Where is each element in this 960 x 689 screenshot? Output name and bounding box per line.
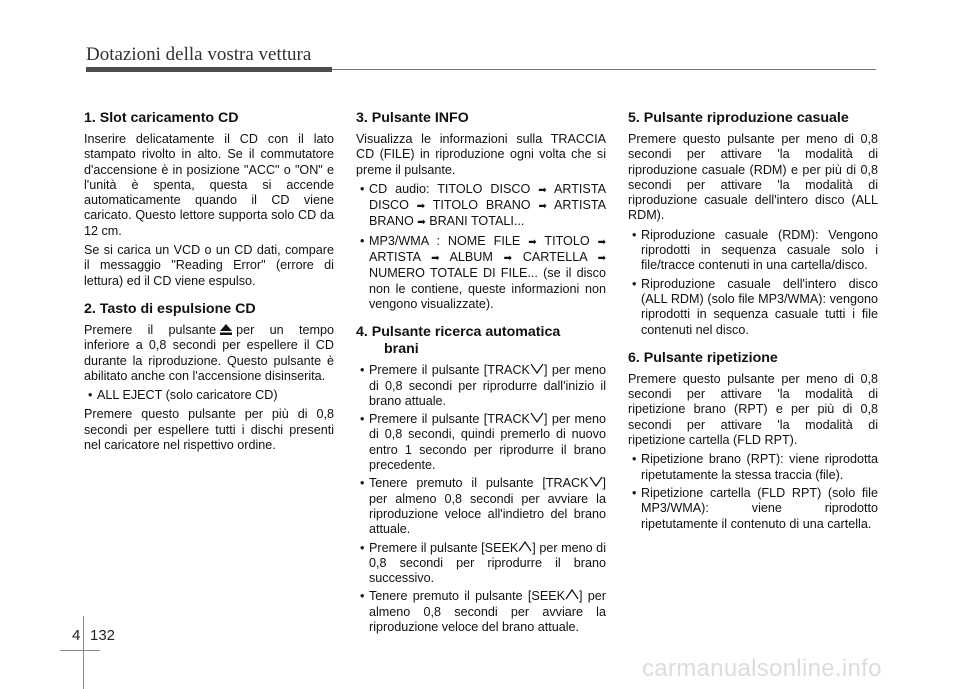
info-mp3-part-e: CARTELLA [522, 250, 587, 265]
section-1-title: 1. Slot caricamento CD [84, 110, 239, 126]
section-4-bullet-3 [356, 476, 606, 537]
track-down-text-b: ] per meno di 0,8 secondi, quindi premerlo di nuovo entro 1 secondo per riprodurre il brano precedente. [369, 412, 606, 473]
info-cd-part-c: TITOLO BRANO [432, 198, 531, 213]
section-4-bullet-4 [356, 541, 606, 587]
section-2-list [84, 388, 334, 403]
chevron-up-icon [565, 589, 579, 600]
info-mp3-part-d: ALBUM [449, 250, 493, 265]
section-5-paragraph-1: Premere questo pulsante per meno di 0,8 secondi per attivare 'la modalità di riproduzione casuale (RDM) e per più di 0,8 secondi per attivare 'la modalità di riproduzione casuale dell'intero disco (ALL RDM). [628, 132, 878, 223]
watermark: carmanualsonline.info [642, 655, 882, 682]
arrow-right-icon: ➡ [431, 253, 440, 265]
section-4-bullet-1 [356, 363, 606, 409]
chevron-down-icon [530, 412, 544, 423]
section-4-list [356, 363, 606, 635]
section-3-title: 3. Pulsante INFO [356, 110, 469, 126]
section-2-title: 2. Tasto di espulsione CD [84, 300, 256, 317]
arrow-right-icon: ➡ [503, 253, 512, 265]
section-6-bullet-2: • Ripetizione cartella (FLD RPT) (solo file MP3/WMA): viene riprodotto ripetutamente il contenuto di una cartella. [628, 486, 878, 532]
footer-divider-horizontal [60, 650, 100, 651]
track-down-text-a: Premere il pulsante [TRACK [369, 363, 530, 378]
info-mp3-part-c: ARTISTA [369, 250, 421, 265]
section-4-title-line-2: brani [384, 341, 419, 358]
section-3-list [356, 182, 606, 312]
section-6-bullet-1: • Ripetizione brano (RPT): viene riprodotta ripetutamente la stessa traccia (file). [628, 452, 878, 483]
info-mp3-part-a: MP3/WMA : NOME FILE [369, 233, 521, 248]
section-4-bullet-5 [356, 589, 606, 635]
info-mp3-part-b: TITOLO [544, 233, 590, 248]
arrow-right-icon: ➡ [538, 184, 547, 196]
info-cd-part-e: BRANI TOTALI... [429, 214, 525, 229]
section-2-paragraph-1 [84, 323, 334, 384]
chevron-down-icon [589, 476, 603, 487]
section-4-title-line-1: 4. Pulsante ricerca automatica [356, 324, 561, 341]
section-5-bullet-2: • Riproduzione casuale dell'intero disco (ALL RDM) (solo file MP3/WMA): vengono riprodotti in sequenza casuale tutti i file contenuti nel disco. [628, 277, 878, 338]
section-6-list [628, 452, 878, 531]
track-down-text-a: Tenere premuto il pulsante [TRACK [369, 476, 589, 491]
track-down-text-a: Premere il pulsante [TRACK [369, 412, 530, 427]
page-header-title: Dotazioni della vostra vettura [86, 44, 312, 65]
section-2-bullet-1: • ALL EJECT (solo caricatore CD) [84, 388, 334, 403]
eject-icon [220, 324, 232, 335]
seek-up-text-a: Premere il pulsante [SEEK [369, 540, 519, 555]
section-6-paragraph-1: Premere questo pulsante per meno di 0,8 secondi per attivare 'la modalità di ripetizione brano (RPT) e per più di 0,8 secondi per attivare 'la modalità di ripetizione cartella (FLD RPT). [628, 371, 878, 448]
chevron-up-icon [518, 541, 532, 552]
footer-divider-vertical [83, 616, 84, 689]
section-5-bullet-1: • Riproduzione casuale (RDM): Vengono riprodotti in sequenza casuale solo i file/tracce contenuti in una cartella/disco. [628, 228, 878, 274]
section-3-bullet-2 [356, 234, 606, 312]
arrow-right-icon: ➡ [417, 217, 426, 229]
column-left [84, 110, 334, 457]
section-4-title [356, 324, 606, 358]
arrow-right-icon: ➡ [597, 253, 607, 265]
header-bar [86, 67, 332, 72]
arrow-right-icon: ➡ [538, 201, 547, 213]
section-1-paragraph-2: Se si carica un VCD o un CD dati, compare il messaggio "Reading Error" (errore di lettura) ed il CD viene espulso. [84, 243, 334, 288]
section-5-list [628, 228, 878, 338]
page-number: 132 [90, 627, 116, 644]
chevron-down-icon [530, 363, 544, 374]
header-rule [332, 69, 876, 70]
seek-up-text-b: ] per meno di 0,8 secondi per riprodurre il brano successivo. [369, 540, 606, 586]
section-1-paragraph-1: Inserire delicatamente il CD con il lato stampato rivolto in alto. Se il commutatore d'accensione è in posizione "ACC" o "ON" e l'unità è spenta, questa si accende automaticamente quando il CD viene caricato. Questo lettore supporta solo CD da 12 cm. [84, 132, 334, 238]
section-3-paragraph-1: Visualizza le informazioni sulla TRACCIA CD (FILE) in riproduzione ogni volta che si preme il pulsante. [356, 132, 606, 177]
seek-up-text-b: ] per almeno 0,8 secondi per avviare la riproduzione veloce del brano attuale. [369, 589, 607, 635]
arrow-right-icon: ➡ [597, 236, 606, 248]
column-right [628, 110, 878, 536]
section-6-title: 6. Pulsante ripetizione [628, 349, 778, 366]
column-middle [356, 110, 606, 639]
section-2-paragraph-1-end: per un tempo inferiore a 0,8 secondi per espellere il CD durante la riproduzione. Questo pulsante è abilitato anche con l'accensione disinserita. [84, 322, 334, 383]
track-down-text-b: ] per meno di 0,8 secondi per riprodurre dall'inizio il brano attuale. [369, 363, 606, 408]
section-5-title: 5. Pulsante riproduzione casuale [628, 110, 849, 126]
info-cd-part-a: CD audio: TITOLO DISCO [369, 181, 531, 196]
section-2-paragraph-2: Premere questo pulsante per più di 0,8 secondi per espellere tutti i dischi presenti nel caricatore nel rispettivo ordine. [84, 407, 334, 453]
chapter-number: 4 [72, 627, 81, 644]
arrow-right-icon: ➡ [416, 201, 426, 213]
arrow-right-icon: ➡ [528, 236, 537, 248]
info-mp3-part-f: NUMERO TOTALE DI FILE... (se il disco non le contiene, queste informazioni non vengono visualizzate). [369, 266, 606, 311]
info-cd-part-b: ARTISTA DISCO [369, 181, 606, 213]
section-4-bullet-2 [356, 412, 606, 473]
track-down-text-b: ] per almeno 0,8 secondi per avviare la riproduzione veloce all'indietro del brano attuale. [369, 476, 606, 537]
section-2-paragraph-1-start: Premere il pulsante [84, 322, 217, 337]
seek-up-text-a: Tenere premuto il pulsante [SEEK [369, 589, 566, 604]
section-3-bullet-1 [356, 182, 606, 231]
info-cd-part-d: ARTISTA BRANO [369, 198, 607, 229]
